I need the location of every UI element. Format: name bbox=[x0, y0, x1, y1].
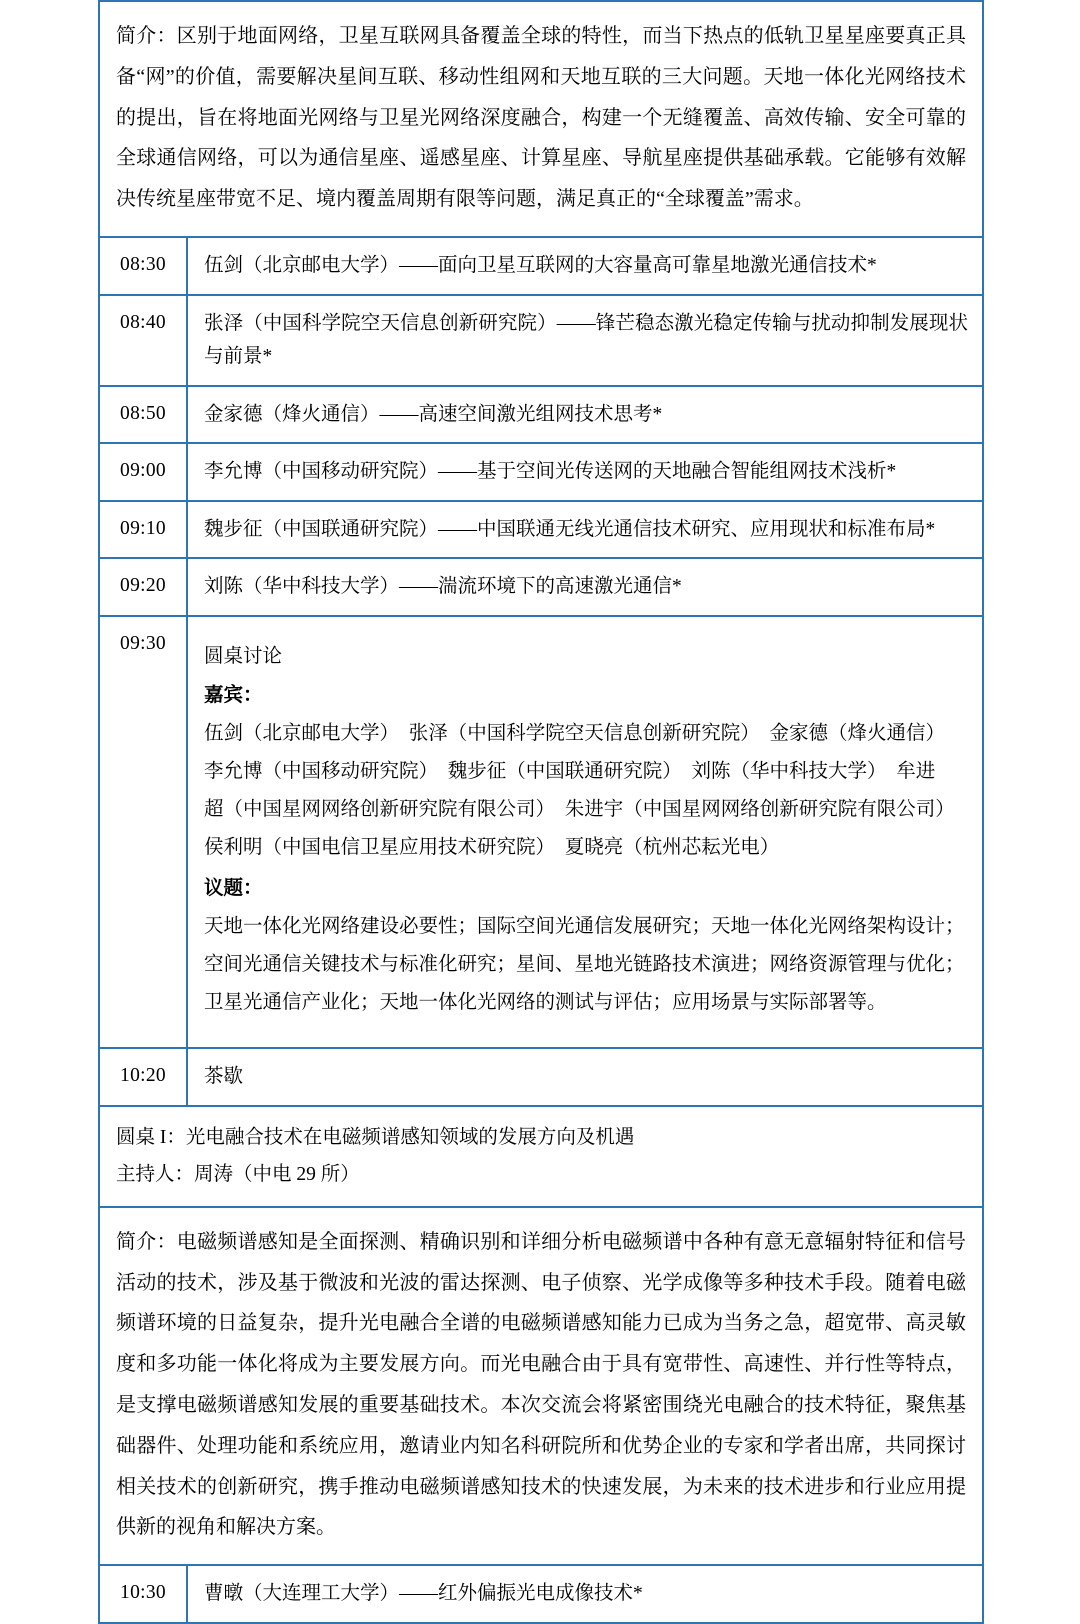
table-row bbox=[99, 501, 983, 559]
talk-time: 09:20 bbox=[99, 558, 187, 616]
talk-title: 李允博（中国移动研究院）——基于空间光传送网的天地融合智能组网技术浅析* bbox=[187, 443, 983, 501]
roundtable-guest-line: 侯利明（中国电信卫星应用技术研究院） 夏晓亮（杭州芯耘光电） bbox=[204, 837, 780, 859]
talk-title: 曹暾（大连理工大学）——红外偏振光电成像技术* bbox=[187, 1565, 983, 1623]
spacer bbox=[204, 1022, 968, 1028]
table-row bbox=[99, 443, 983, 501]
roundtable-content bbox=[187, 616, 983, 1049]
table-row-intro-satellite bbox=[99, 1, 983, 237]
table-row bbox=[99, 558, 983, 616]
talk-time: 09:00 bbox=[99, 443, 187, 501]
intro-satellite-text: 简介：区别于地面网络，卫星互联网具备覆盖全球的特性，而当下热点的低轨卫星星座要真正具备“网”的价值，需要解决星间互联、移动性组网和天地互联的三大问题。天地一体化光网络技术的提出，旨在将地面光网络与卫星光网络深度融合，构建一个无缝覆盖、高效传输、安全可靠的全球通信网络，可以为通信星座、遥感星座、计算星座、导航星座提供基础承载。它能够有效解决传统星座带宽不足、境内覆盖周期有限等问题，满足真正的“全球覆盖”需求。 bbox=[99, 1, 983, 237]
table-row-tea-break bbox=[99, 1048, 983, 1106]
talk-time: 10:30 bbox=[99, 1565, 187, 1623]
talk-time: 08:50 bbox=[99, 386, 187, 444]
talk-title: 魏步征（中国联通研究院）——中国联通无线光通信技术研究、应用现状和标准布局* bbox=[187, 501, 983, 559]
roundtable-guest-line: 李允博（中国移动研究院） 魏步征（中国联通研究院） 刘陈（华中科技大学） 牟进 bbox=[204, 760, 936, 782]
talk-title: 伍剑（北京邮电大学）——面向卫星互联网的大容量高可靠星地激光通信技术* bbox=[187, 237, 983, 295]
roundtable-topics-label: 议题： bbox=[204, 877, 263, 899]
table-row bbox=[99, 386, 983, 444]
table-row bbox=[99, 237, 983, 295]
roundtable-guests-label: 嘉宾： bbox=[204, 684, 263, 706]
tea-break-time: 10:20 bbox=[99, 1048, 187, 1106]
talk-time: 09:10 bbox=[99, 501, 187, 559]
roundtable-time: 09:30 bbox=[99, 616, 187, 1049]
talk-time: 08:30 bbox=[99, 237, 187, 295]
roundtable-topic-line: 空间光通信关键技术与标准化研究；星间、星地光链路技术演进；网络资源管理与优化； bbox=[204, 953, 965, 975]
roundtable-guest-line: 伍剑（北京邮电大学） 张泽（中国科学院空天信息创新研究院） 金家德（烽火通信） bbox=[204, 722, 946, 744]
table-row-roundtable bbox=[99, 616, 983, 1049]
tea-break-title: 茶歇 bbox=[187, 1048, 983, 1106]
roundtable-block bbox=[204, 628, 968, 1037]
table-row-intro-spectrum bbox=[99, 1207, 983, 1565]
roundtable-topic-line: 卫星光通信产业化；天地一体化光网络的测试与评估；应用场景与实际部署等。 bbox=[204, 992, 887, 1014]
roundtable-title: 圆桌讨论 bbox=[204, 645, 283, 667]
talk-title: 刘陈（华中科技大学）——湍流环境下的高速激光通信* bbox=[187, 558, 983, 616]
talk-title: 张泽（中国科学院空天信息创新研究院）——锋芒稳态激光稳定传输与扰动抑制发展现状与前景* bbox=[187, 295, 983, 386]
session-header-title: 圆桌 I：光电融合技术在电磁频谱感知领域的发展方向及机遇 bbox=[116, 1126, 635, 1148]
table-row-session-header bbox=[99, 1106, 983, 1207]
session-header bbox=[99, 1106, 983, 1207]
roundtable-guest-line: 超（中国星网网络创新研究院有限公司） 朱进宇（中国星网网络创新研究院有限公司） bbox=[204, 799, 955, 821]
table-row bbox=[99, 295, 983, 386]
table-row bbox=[99, 1565, 983, 1623]
agenda-table bbox=[98, 0, 984, 1624]
talk-time: 08:40 bbox=[99, 295, 187, 386]
talk-title: 金家德（烽火通信）——高速空间激光组网技术思考* bbox=[187, 386, 983, 444]
roundtable-topic-line: 天地一体化光网络建设必要性；国际空间光通信发展研究；天地一体化光网络架构设计； bbox=[204, 915, 965, 937]
session-header-host: 主持人：周涛（中电 29 所） bbox=[116, 1164, 360, 1186]
intro-spectrum-text: 简介：电磁频谱感知是全面探测、精确识别和详细分析电磁频谱中各种有意无意辐射特征和信号活动的技术，涉及基于微波和光波的雷达探测、电子侦察、光学成像等多种技术手段。随着电磁频谱环境的日益复杂，提升光电融合全谱的电磁频谱感知能力已成为当务之急，超宽带、高灵敏度和多功能一体化将成为主要发展方向。而光电融合由于具有宽带性、高速性、并行性等特点，是支撑电磁频谱感知发展的重要基础技术。本次交流会将紧密围绕光电融合的技术特征，聚焦基础器件、处理功能和系统应用，邀请业内知名科研院所和优势企业的专家和学者出席，共同探讨相关技术的创新研究，携手推动电磁频谱感知技术的快速发展，为未来的技术进步和行业应用提供新的视角和解决方案。 bbox=[99, 1207, 983, 1565]
